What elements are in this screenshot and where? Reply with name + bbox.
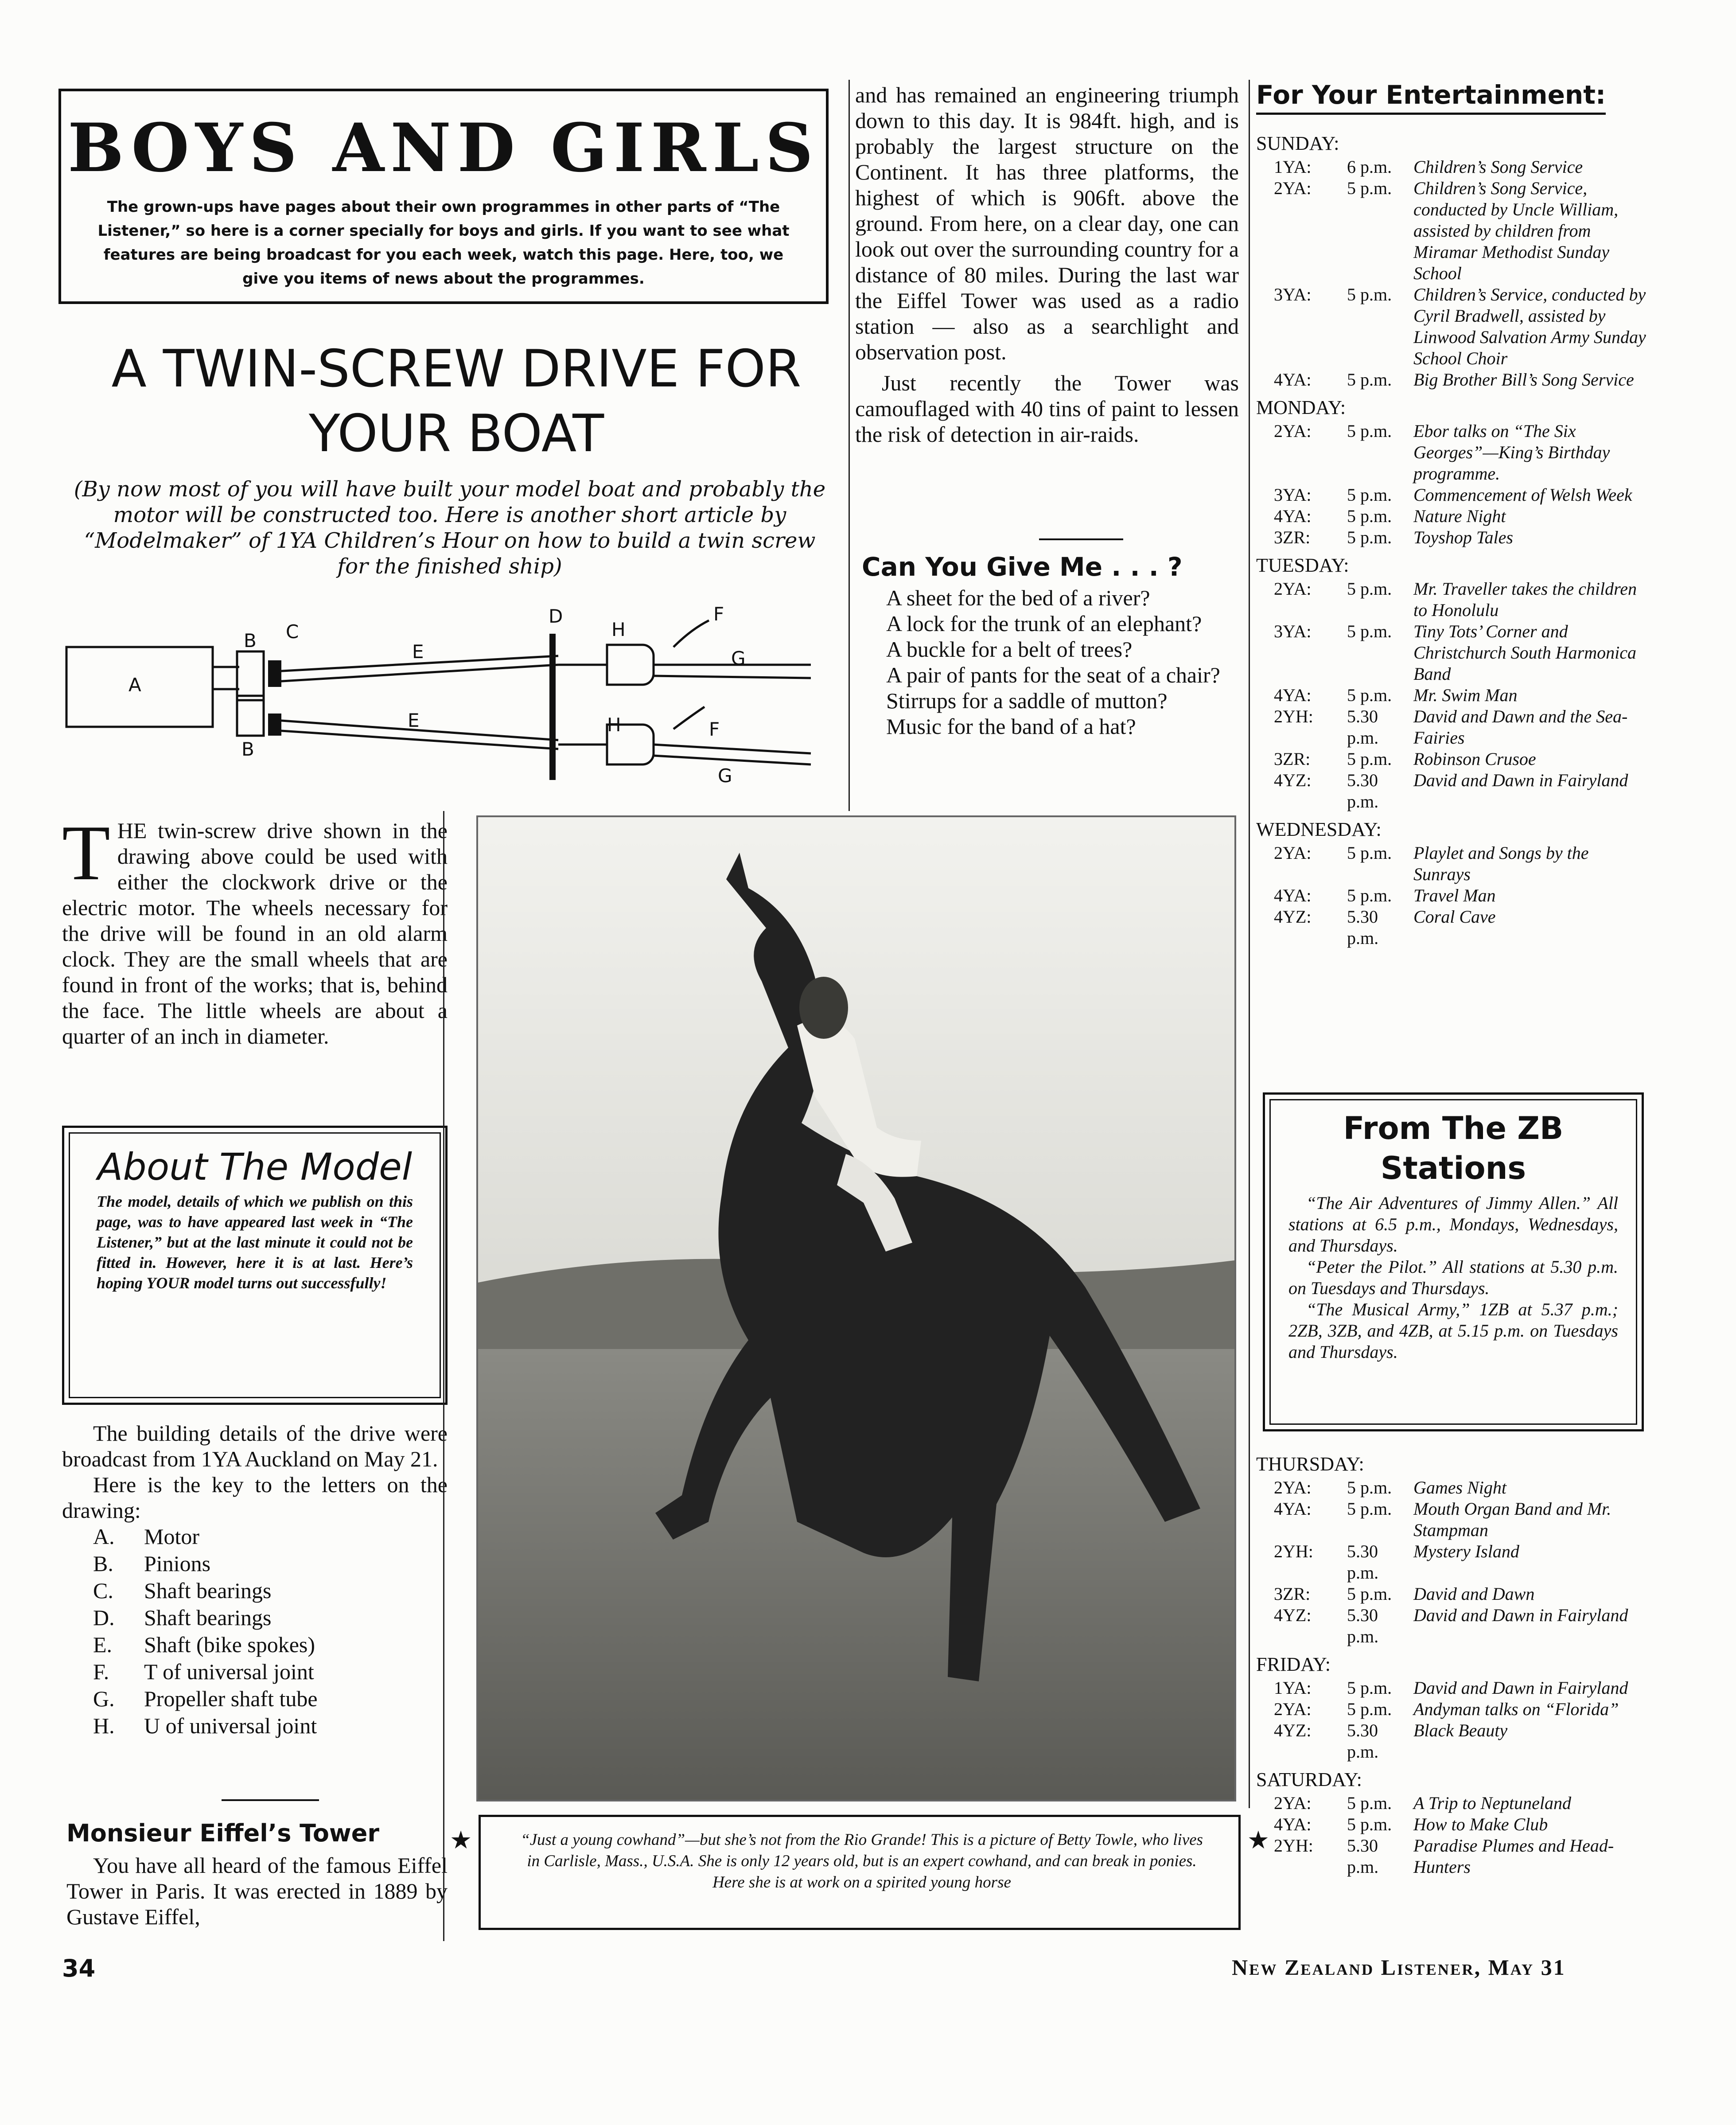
label-a: A	[128, 674, 141, 696]
zb-item: “Peter the Pilot.” All stations at 5.30 p.m. on Tuesdays and Thursdays.	[1288, 1257, 1618, 1298]
schedule-station: 4YZ:	[1274, 770, 1312, 790]
label-g2: G	[718, 765, 732, 787]
key-item: E. Shaft (bike spokes)	[93, 1632, 315, 1657]
header-box	[58, 89, 829, 304]
schedule-entry	[1274, 1720, 1646, 1762]
schedule-time: 5 p.m.	[1347, 579, 1392, 599]
eiffel-para3: Just recently the Tower was camouflaged with 40 tins of paint to lessen the risk of detection in air-raids.	[855, 370, 1239, 447]
schedule-station: 4YA:	[1274, 885, 1312, 905]
schedule-day-heading: THURSDAY:	[1256, 1453, 1364, 1475]
schedule-programme: How to Make Club	[1413, 1814, 1548, 1834]
schedule-time: 5 p.m.	[1347, 421, 1392, 441]
schedule-programme: A Trip to Neptuneland	[1413, 1793, 1571, 1813]
article-para2: The building details of the drive were broadcast from 1YA Auckland on May 21.	[62, 1421, 448, 1471]
schedule-entry	[1274, 1814, 1646, 1835]
label-e2: E	[408, 710, 420, 731]
schedule-station: 3YA:	[1274, 485, 1312, 505]
schedule-station: 3ZR:	[1274, 749, 1311, 769]
schedule-station: 2YA:	[1274, 1699, 1312, 1719]
about-model-text: The model, details of which we publish on this page, was to have appeared last week in “The Listener,” but at the last minute it could not be fitted in. However, here it is at last. Here’s hoping YOUR model turns out successfully!	[97, 1193, 413, 1292]
label-b2: B	[241, 738, 254, 760]
schedule-station: 2YH:	[1274, 706, 1313, 726]
horse-photo-illustration	[478, 817, 1234, 1800]
photo-caption: “Just a young cowhand”—but she’s not from the Rio Grande! This is a picture of Betty Towle, who lives in Carlisle, Mass., U.S.A. She is only 12 years old, but is an expert cowhand, and can break in ponies. Here she is at work on a spirited young horse	[521, 1831, 1203, 1891]
schedule-programme: Tiny Tots’ Corner and Christchurch South Harmonica Band	[1413, 621, 1636, 684]
schedule-entry	[1274, 484, 1646, 506]
schedule-part-b	[1256, 1447, 1646, 1878]
schedule-entry	[1274, 506, 1646, 527]
about-model-box	[62, 1126, 448, 1405]
schedule-entry	[1274, 1699, 1646, 1720]
about-model-title: About The Model	[97, 1145, 413, 1189]
schedule-entry	[1274, 178, 1646, 284]
key-item: C. Shaft bearings	[93, 1578, 272, 1603]
schedule-entry	[1274, 369, 1646, 390]
schedule-entry	[1274, 156, 1646, 178]
schedule-time: 5.30 p.m.	[1347, 1720, 1379, 1762]
zb-item: “The Air Adventures of Jimmy Allen.” All stations at 6.5 p.m., Mondays, Wednesdays, and Thursdays.	[1288, 1193, 1618, 1256]
schedule-station: 4YZ:	[1274, 1605, 1312, 1625]
article-body-1	[62, 809, 448, 1049]
schedule-time: 5 p.m.	[1347, 1678, 1392, 1698]
schedule-station: 4YA:	[1274, 1499, 1312, 1519]
schedule-day-heading: TUESDAY:	[1256, 554, 1349, 576]
divider	[222, 1799, 319, 1801]
schedule-programme: David and Dawn in Fairyland	[1413, 770, 1628, 790]
schedule-day-heading: MONDAY:	[1256, 397, 1346, 418]
schedule-day-heading: SUNDAY:	[1256, 133, 1339, 154]
schedule-entry	[1274, 578, 1646, 621]
schedule-programme: Children’s Song Service, conducted by Uncle William, assisted by children from Miramar Methodist Sunday School	[1413, 178, 1619, 283]
schedule-programme: Mr. Traveller takes the children to Honolulu	[1413, 579, 1637, 620]
schedule-entry	[1274, 842, 1646, 885]
article-body-2	[62, 1420, 448, 1739]
schedule-entry	[1274, 527, 1646, 548]
drop-cap: T	[62, 809, 110, 897]
key-item: D. Shaft bearings	[93, 1605, 272, 1630]
riddles-list	[886, 585, 1245, 739]
u-joint-top	[607, 645, 654, 685]
page-title: BOYS AND GIRLS	[67, 109, 820, 187]
schedule-programme: Mystery Island	[1413, 1541, 1519, 1561]
eiffel-heading: Monsieur Eiffel’s Tower	[66, 1819, 380, 1847]
schedule-time: 5 p.m.	[1347, 285, 1392, 304]
column-rule	[1249, 80, 1250, 1808]
riddle-item: Stirrups for a saddle of mutton?	[886, 688, 1168, 713]
schedule-entry	[1274, 621, 1646, 685]
schedule-time: 5 p.m.	[1347, 178, 1392, 198]
schedule-time: 5 p.m.	[1347, 885, 1392, 905]
schedule-time: 5 p.m.	[1347, 1699, 1392, 1719]
schedule-entry	[1274, 1477, 1646, 1498]
schedule-station: 2YA:	[1274, 1478, 1312, 1497]
page-number: 34	[62, 1954, 96, 1982]
zb-item: “The Musical Army,” 1ZB at 5.37 p.m.; 2ZB, 3ZB, and 4ZB, at 5.15 p.m. on Tuesdays and Thursdays.	[1288, 1299, 1618, 1362]
schedule-entry	[1274, 1541, 1646, 1583]
schedule-programme: Playlet and Songs by the Sunrays	[1413, 843, 1589, 884]
column-rule	[849, 80, 850, 811]
schedule-programme: Coral Cave	[1413, 907, 1496, 927]
schedule-time: 5 p.m.	[1347, 1478, 1392, 1497]
schedule-time: 5.30 p.m.	[1347, 1836, 1379, 1877]
schedule-part-a	[1256, 126, 1646, 949]
article-para1: HE twin-screw drive shown in the drawing above could be used with either the clockwork drive or the electric motor. The wheels necessary for the drive will be found in an old alarm clock. They are the small wheels that are found in front of the works; that is, behind the face. The little wheels are about a quarter of an inch in diameter.	[62, 818, 448, 1049]
schedule-time: 5 p.m.	[1347, 1793, 1392, 1813]
schedule-programme: David and Dawn and the Sea-Fairies	[1413, 706, 1628, 748]
schedule-station: 4YA:	[1274, 685, 1312, 705]
schedule-station: 4YA:	[1274, 506, 1312, 526]
pointer-f-top	[673, 620, 709, 647]
key-item: B. Pinions	[93, 1551, 211, 1576]
schedule-programme: Travel Man	[1413, 885, 1496, 905]
key-item: G. Propeller shaft tube	[93, 1686, 318, 1711]
label-b1: B	[244, 630, 257, 651]
schedule-day-heading: FRIDAY:	[1256, 1653, 1331, 1675]
schedule-time: 5 p.m.	[1347, 685, 1392, 705]
schedule-programme: Paradise Plumes and Head-Hunters	[1413, 1836, 1614, 1877]
article-intro: (By now most of you will have built your model boat and probably the motor will be constructed too. Here is another short article by “Modelmaker” of 1YA Children’s Hour on how to build a twin screw for the finished ship)	[74, 477, 826, 579]
schedule-entry	[1274, 770, 1646, 812]
schedule-entry	[1274, 685, 1646, 706]
key-item: A. Motor	[93, 1524, 199, 1549]
label-g1: G	[731, 647, 746, 669]
eiffel-para1: You have all heard of the famous Eiffel Tower in Paris. It was erected in 1889 by Gustave Eiffel,	[66, 1853, 448, 1929]
schedule-time: 6 p.m.	[1347, 157, 1392, 177]
schedule-time: 5 p.m.	[1347, 527, 1392, 547]
article-title-line2: YOUR BOAT	[308, 404, 604, 464]
schedule-entry	[1274, 885, 1646, 906]
schedule-station: 2YA:	[1274, 579, 1312, 599]
schedule-station: 2YA:	[1274, 421, 1312, 441]
label-d: D	[549, 605, 563, 627]
schedule-entry	[1274, 1793, 1646, 1814]
schedule-entry	[1274, 1835, 1646, 1878]
header-intro: The grown-ups have pages about their own programmes in other parts of “The Listener,” so here is a corner specially for boys and girls. If you want to see what features are being broadcast for you each week, watch this page. Here, too, we give you items of news about the programmes.	[97, 198, 790, 288]
schedule-entry	[1274, 284, 1646, 369]
schedule-station: 4YZ:	[1274, 907, 1312, 927]
schedule-time: 5.30 p.m.	[1347, 1605, 1379, 1646]
schedule-station: 2YA:	[1274, 843, 1312, 863]
riddle-item: Music for the band of a hat?	[886, 714, 1136, 739]
article-title-line1: A TWIN-SCREW DRIVE FOR	[111, 339, 802, 399]
publication-footer: New Zealand Listener, May 31	[1232, 1955, 1566, 1980]
riddle-item: A lock for the trunk of an elephant?	[886, 611, 1202, 636]
schedule-station: 3ZR:	[1274, 1584, 1311, 1604]
pinion-bottom	[237, 696, 264, 736]
zb-title: From The ZB Stations	[1343, 1110, 1564, 1186]
schedule-station: 2YH:	[1274, 1836, 1313, 1856]
schedule-day-heading: SATURDAY:	[1256, 1769, 1362, 1790]
schedule-programme: Ebor talks on “The Six Georges”—King’s Birthday programme.	[1413, 421, 1610, 483]
twin-screw-diagram	[62, 603, 833, 807]
schedule-time: 5 p.m.	[1347, 506, 1392, 526]
schedule-programme: David and Dawn in Fairyland	[1413, 1678, 1628, 1698]
article-title	[75, 337, 837, 466]
label-h2: H	[607, 714, 621, 736]
schedule-programme: Robinson Crusoe	[1413, 749, 1536, 769]
riddle-item: A buckle for a belt of trees?	[886, 637, 1133, 662]
schedule-programme: Big Brother Bill’s Song Service	[1413, 370, 1634, 390]
schedule-time: 5 p.m.	[1347, 749, 1392, 769]
divider	[1039, 538, 1123, 540]
schedule-station: 2YA:	[1274, 178, 1312, 198]
schedule-programme: Andyman talks on “Florida”	[1413, 1699, 1619, 1719]
schedule-time: 5.30 p.m.	[1347, 1541, 1379, 1583]
schedule-programme: David and Dawn	[1413, 1584, 1535, 1604]
label-f1: F	[713, 603, 724, 625]
schedule-programme: Children’s Song Service	[1413, 157, 1583, 177]
schedule-programme: Commencement of Welsh Week	[1413, 485, 1632, 505]
key-item: F. T of universal joint	[93, 1659, 314, 1684]
riddles-heading: Can You Give Me . . . ?	[862, 552, 1183, 582]
schedule-entry	[1274, 421, 1646, 484]
schedule-station: 4YA:	[1274, 1814, 1312, 1834]
riddle-item: A pair of pants for the seat of a chair?	[886, 663, 1220, 687]
entertainment-title: For Your Entertainment:	[1256, 80, 1606, 115]
schedule-station: 1YA:	[1274, 157, 1312, 177]
schedule-entry	[1274, 1498, 1646, 1541]
photo-caption-box	[450, 1815, 1269, 1930]
schedule-station: 2YH:	[1274, 1541, 1313, 1561]
label-e1: E	[412, 641, 424, 663]
letter-key-list	[62, 1523, 448, 1739]
schedule-entry	[1274, 706, 1646, 749]
schedule-station: 3ZR:	[1274, 527, 1311, 547]
schedule-station: 4YZ:	[1274, 1720, 1312, 1740]
schedule-time: 5 p.m.	[1347, 370, 1392, 390]
schedule-time: 5 p.m.	[1347, 485, 1392, 505]
eiffel-continued	[855, 82, 1239, 447]
schedule-time: 5.30 p.m.	[1347, 907, 1379, 948]
schedule-programme: David and Dawn in Fairyland	[1413, 1605, 1628, 1625]
schedule-station: 3YA:	[1274, 621, 1312, 641]
schedule-time: 5 p.m.	[1347, 621, 1392, 641]
schedule-entry	[1274, 906, 1646, 949]
column-rule	[443, 811, 444, 1941]
schedule-entry	[1274, 1583, 1646, 1605]
key-item: H. U of universal joint	[93, 1713, 317, 1738]
label-h1: H	[611, 619, 626, 640]
schedule-entry	[1274, 1605, 1646, 1647]
schedule-time: 5 p.m.	[1347, 1499, 1392, 1519]
eiffel-para2: and has remained an engineering triumph down to this day. It is 984ft. high, and is probably the largest structure on the Continent. It has three platforms, the highest of which is 906ft. above the ground. From here, on a clear day, one can look out over the surrounding country for a distance of 80 miles. During the last war the Eiffel Tower was used as a radio station — also as a searchlight and observation post.	[855, 82, 1239, 364]
schedule-programme: Black Beauty	[1413, 1720, 1508, 1740]
schedule-entry	[1274, 1677, 1646, 1699]
label-f2: F	[709, 718, 720, 740]
schedule-programme: Games Night	[1413, 1478, 1506, 1497]
schedule-time: 5 p.m.	[1347, 843, 1392, 863]
article-para3: Here is the key to the letters on the drawing:	[62, 1472, 448, 1523]
pointer-f-bottom	[673, 707, 705, 729]
pinion-top	[237, 651, 264, 700]
schedule-programme: Mr. Swim Man	[1413, 685, 1518, 705]
schedule-entry	[1274, 749, 1646, 770]
riddle-item: A sheet for the bed of a river?	[886, 585, 1150, 610]
schedule-station: 1YA:	[1274, 1678, 1312, 1698]
schedule-time: 5 p.m.	[1347, 1814, 1392, 1834]
schedule-station: 2YA:	[1274, 1793, 1312, 1813]
schedule-time: 5.30 p.m.	[1347, 706, 1379, 748]
star-icon: ★	[450, 1826, 472, 1855]
label-c: C	[286, 621, 299, 643]
schedule-station: 3YA:	[1274, 285, 1312, 304]
schedule-programme: Children’s Service, conducted by Cyril Bradwell, assisted by Linwood Salvation Army Sunday School Choir	[1413, 285, 1646, 368]
schedule-programme: Nature Night	[1413, 506, 1506, 526]
schedule-day-heading: WEDNESDAY:	[1256, 819, 1382, 840]
horse-photo	[476, 815, 1236, 1801]
zb-stations-box	[1263, 1092, 1644, 1431]
schedule-time: 5.30 p.m.	[1347, 770, 1379, 811]
star-icon: ★	[1247, 1826, 1269, 1855]
schedule-time: 5 p.m.	[1347, 1584, 1392, 1604]
schedule-station: 4YA:	[1274, 370, 1312, 390]
schedule-programme: Mouth Organ Band and Mr. Stampman	[1413, 1499, 1611, 1540]
schedule-programme: Toyshop Tales	[1413, 527, 1513, 547]
